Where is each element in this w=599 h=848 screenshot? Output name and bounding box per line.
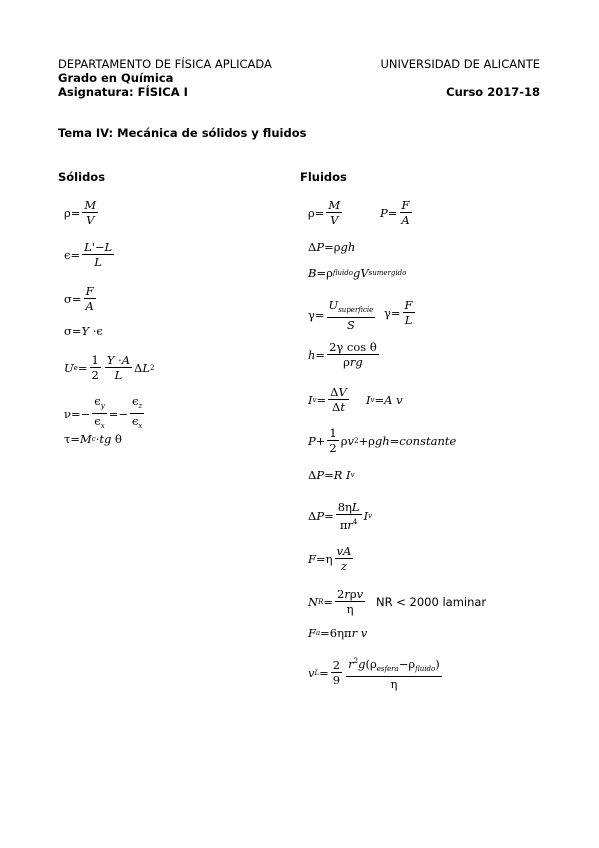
- formula-shear: τ= M c · tg θ: [64, 432, 122, 446]
- formula-flow-rate-area: I v = A v: [366, 393, 403, 407]
- formula-density: ρ= $\frac{M}{V}$: [64, 198, 97, 227]
- formula-flow-rate: I v = $\frac{\Delta V}{\Delta t}$: [308, 385, 347, 414]
- formula-strain: ϵ= $\frac{L'-L}{L}$: [64, 240, 113, 269]
- formula-poiseuille: Δ P = $\frac{8\eta L}{\pi r^4}$ I v: [308, 500, 373, 532]
- formula-reynolds: N R = $\frac{\text{2rρv}}{\eta}$: [308, 587, 364, 616]
- solids-heading: Sólidos: [58, 170, 106, 184]
- formula-resistance: Δ P = R I v: [308, 468, 355, 482]
- formula-stokes: F a =6ηπ r v: [308, 626, 368, 640]
- topic-title: Tema IV: Mecánica de sólidos y fluidos: [58, 126, 307, 140]
- formula-hooke: σ= Y ·ϵ: [64, 324, 103, 338]
- laminar-note: NR < 2000 laminar: [376, 595, 487, 609]
- formula-stress: σ= $\frac{F}{A}$: [64, 284, 94, 313]
- formula-surface-tension-force: γ= $\frac{F}{L}$: [384, 298, 413, 327]
- formula-elastic-energy: U e = $\frac{1}{2}$ $\frac{Y \cdot A}{L}$ Δ L 2: [64, 353, 155, 382]
- formula-viscous-force: F =η $\frac{vA}{z}$: [308, 544, 352, 573]
- course-year: Curso 2017-18: [446, 85, 540, 99]
- degree-name: Grado en Química: [58, 71, 174, 85]
- formula-surface-tension-energy: γ= $\frac{U_{superficie}}{S}$: [308, 298, 374, 332]
- formula-fluid-density: ρ= $\frac{M}{V}$: [308, 198, 341, 227]
- formula-terminal-velocity: v L = $\frac{2}{9}$ $\frac{r^2g(\rho_{esfera}-\rho_{fluido})}{\eta}$: [308, 654, 444, 691]
- formula-bernoulli: P + $\frac{1}{2}$ ρ v 2 +ρ g h = constante: [308, 426, 457, 455]
- formula-poisson: ν=− $\frac{\epsilon_y}{\epsilon_x}$ =− $\frac{\epsilon_z}{\epsilon_x}$: [64, 394, 143, 430]
- university-name: UNIVERSIDAD DE ALICANTE: [380, 57, 540, 71]
- formula-pressure: P = $\frac{F}{A}$: [380, 198, 410, 227]
- department-name: DEPARTAMENTO DE FÍSICA APLICADA: [58, 57, 272, 71]
- subject-name: Asignatura: FÍSICA I: [58, 85, 188, 99]
- fluids-heading: Fluidos: [300, 170, 347, 184]
- formula-capillarity: h = $\frac{\text{2γ cos θ}}{\text{ρrg}}$: [308, 340, 377, 369]
- formula-buoyancy: B =ρ fluido g V sumergido: [308, 266, 407, 280]
- formula-hydrostatic: Δ P =ρ g h: [308, 240, 356, 254]
